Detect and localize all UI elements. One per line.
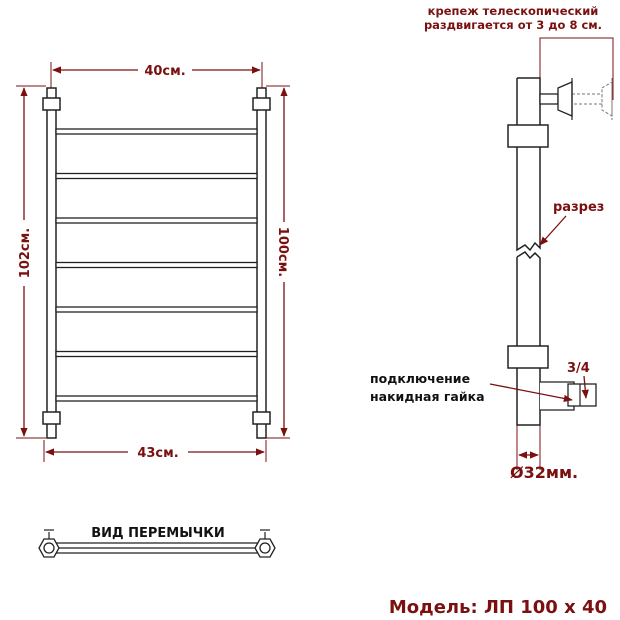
mount-rod <box>540 94 558 104</box>
height-left-label: 102см. <box>18 227 33 279</box>
mount-flange <box>558 82 572 116</box>
bracket-top-left <box>43 98 60 110</box>
rung <box>56 263 257 268</box>
section-leader <box>540 216 566 245</box>
mount-rod-extended <box>572 94 602 104</box>
rung <box>56 307 257 312</box>
rung <box>56 174 257 179</box>
width-bottom-label: 43см. <box>137 446 179 461</box>
section-label: разрез <box>553 200 605 215</box>
pipe-clamp-lower <box>508 346 548 368</box>
right-vertical-pipe <box>257 88 266 438</box>
model-label: Модель: ЛП 100 х 40 <box>388 597 607 618</box>
jumper-left-pipe-circle <box>44 543 54 553</box>
jumper-right-pipe-circle <box>260 543 270 553</box>
bracket-bottom-right <box>253 412 270 424</box>
bracket-top-right <box>253 98 270 110</box>
side-pipe-upper <box>517 78 540 250</box>
jumper-view <box>39 526 275 557</box>
front-view <box>16 62 290 462</box>
union-nut <box>568 384 596 406</box>
left-vertical-pipe <box>47 88 56 438</box>
rung <box>56 218 257 223</box>
pipe-clamp-upper <box>508 125 548 147</box>
diameter-label: Ø32мм. <box>510 463 579 482</box>
rung <box>56 129 257 134</box>
telescopic-mount <box>540 78 612 120</box>
side-pipe-lower <box>517 252 540 425</box>
connection-label-line2: накидная гайка <box>370 389 485 404</box>
rungs <box>56 129 257 401</box>
height-right-label: 100см. <box>275 226 290 278</box>
mount-note-line1: крепеж телескопический <box>427 4 599 18</box>
mount-flange-extended <box>602 82 612 116</box>
bracket-bottom-left <box>43 412 60 424</box>
rung <box>56 352 257 357</box>
width-top-label: 40см. <box>144 64 186 79</box>
connection-label-line1: подключение <box>370 371 471 386</box>
mount-brackets <box>43 98 270 424</box>
jumper-view-label: ВИД ПЕРЕМЫЧКИ <box>91 526 225 541</box>
thread-label: 3/4 <box>567 361 590 376</box>
mount-note-line2: раздвигается от 3 до 8 см. <box>423 18 603 32</box>
rung <box>56 396 257 401</box>
side-view <box>370 4 613 482</box>
